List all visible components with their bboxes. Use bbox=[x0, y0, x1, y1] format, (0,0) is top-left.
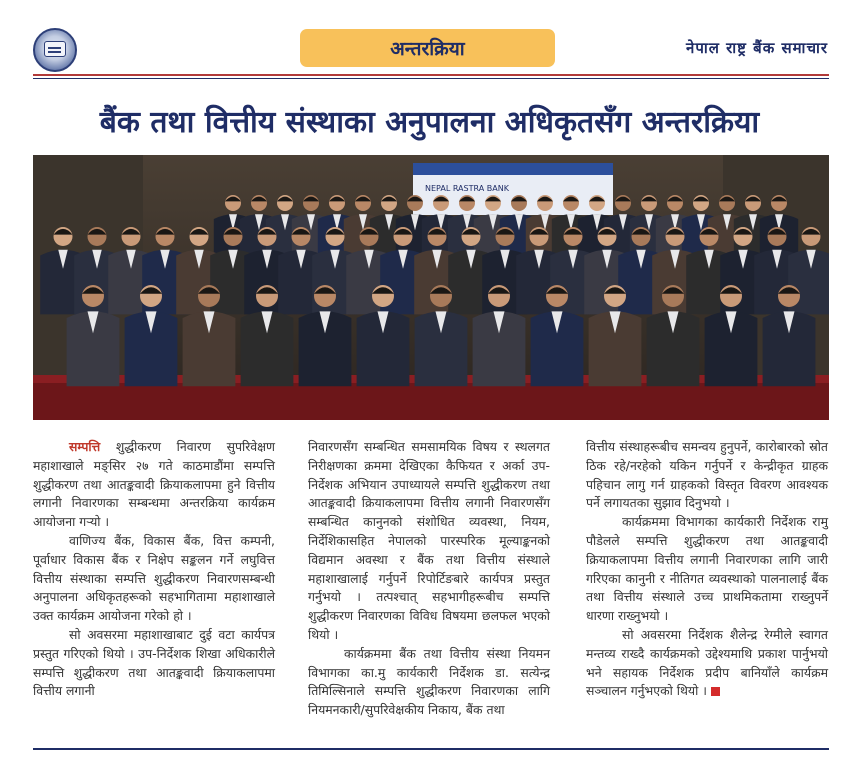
paragraph-1-text: शुद्धीकरण निवारण सुपरिवेक्षण महाशाखाले मङ्सिर २७ गते काठमाडौंमा सम्पत्ति शुद्धीकरण तथा आतङ्कवादी क्रियाकलापमा हुने वित्तीय लगानी निवारणका सम्बन्धमा अन्तरक्रिया कार्यक्रम आयोजना गऱ्यो । bbox=[33, 439, 275, 530]
paragraph-4: निवारणसँग सम्बन्धित समसामयिक विषय र स्थलगत निरीक्षणका क्रममा देखिएका कैफियत र अर्का उप-निर्देशक अभियान उपाध्यायले सम्पत्ति शुद्धीकरण तथा आतङ्कवादी क्रियाकलापमा वित्तीय लगानी निवारणसँग सम्बन्धित कानुनको संशोधित व्यवस्था, नियम, निर्देशिकासहित नेपालको पारस्परिक मूल्याङ्कनको विद्यमान अवस्था र बैंक तथा वित्तीय संस्थाले महाशाखालाई गर्नुपर्ने रिपोर्टिङबारे कार्यपत्र प्रस्तुत गर्नुभयो । तत्पश्चात् सहभागीहरूबीच सम्पत्ति शुद्धीकरण निवारणका विविध विषयमा छलफल भएको थियो । bbox=[308, 439, 550, 642]
article-column-1 bbox=[33, 438, 275, 701]
header-rule-blue bbox=[33, 78, 829, 79]
paragraph-6: वित्तीय संस्थाहरूबीच समन्वय हुनुपर्ने, कारोबारको स्रोत ठिक रहे/नरहेको यकिन गर्नुपर्ने र केन्द्रीकृत ग्राहक पहिचान लागु गर्न ग्राहकको विस्तृत विवरण आवश्यक पर्ने लगायतका सुझाव दिनुभयो । bbox=[586, 439, 828, 511]
article-column-2 bbox=[308, 438, 550, 720]
section-tag bbox=[300, 29, 555, 67]
end-mark-icon bbox=[711, 687, 720, 696]
group-photo-illustration bbox=[33, 155, 829, 420]
header-rule-red bbox=[33, 74, 829, 76]
nrb-logo-icon bbox=[33, 28, 77, 72]
paragraph-3: सो अवसरमा महाशाखाबाट दुई वटा कार्यपत्र प्रस्तुत गरिएको थियो । उप-निर्देशक शिखा अधिकारीले सम्पत्ति शुद्धीकरण तथा आतङ्कवादी क्रियाकलापमा वित्तीय लगानी bbox=[33, 626, 275, 699]
paragraph-7: कार्यक्रममा विभागका कार्यकारी निर्देशक रामु पौडेलले सम्पत्ति शुद्धीकरण तथा आतङ्कवादी क्रियाकलापमा वित्तीय लगानी निवारणका लागि जारी गरिएका कानुनी र नीतिगत व्यवस्थाको पालनालाई बैंक तथा वित्तीय संस्थाले उच्च प्राथमिकतामा राख्नुपर्ने धारणा राख्नुभयो । bbox=[586, 514, 828, 624]
paragraph-8 bbox=[586, 626, 828, 701]
paragraph-2: वाणिज्य बैंक, विकास बैंक, वित्त कम्पनी, पूर्वाधार विकास बैंक र निक्षेप सङ्कलन गर्ने लघुवित्त वित्तीय संस्थाका सम्पत्ति शुद्धीकरण निवारणसम्बन्धी अनुपालना अधिकृतहरूको सहभागितामा महाशाखाले उक्त कार्यक्रम आयोजना गरेको हो । bbox=[33, 532, 275, 624]
article-body bbox=[33, 438, 829, 738]
paragraph-1 bbox=[33, 438, 275, 532]
footer-rule bbox=[33, 748, 829, 750]
lead-word: सम्पत्ति bbox=[69, 439, 101, 454]
article-headline: बैंक तथा वित्तीय संस्थाका अनुपालना अधिकृतसँग अन्तरक्रिया bbox=[99, 105, 760, 140]
publication-name: नेपाल राष्ट्र बैंक समाचार bbox=[686, 39, 828, 57]
page-header bbox=[0, 0, 859, 80]
paragraph-5: कार्यक्रममा बैंक तथा वित्तीय संस्था नियमन विभागका का.मु कार्यकारी निर्देशक डा. सत्येन्द्र तिमिल्सिनाले सम्पत्ति शुद्धीकरण निवारणका लागि नियमनकारी/सुपरिवेक्षकीय निकाय, बैंक तथा bbox=[308, 645, 550, 718]
stage-banner-text: NEPAL RASTRA BANK bbox=[425, 184, 509, 193]
section-tag-label: अन्तरक्रिया bbox=[390, 38, 465, 60]
article-column-3 bbox=[586, 438, 828, 701]
paragraph-8-text: सो अवसरमा निर्देशक शैलेन्द्र रेग्मीले स्वागत मन्तव्य राख्दै कार्यक्रमको उद्देश्यमाथि प्रकाश पार्नुभयो भने सहायक निर्देशक प्रदीप बानियाँले कार्यक्रम सञ्चालन गर्नुभएको थियो । bbox=[586, 626, 828, 699]
group-photo bbox=[33, 155, 829, 420]
